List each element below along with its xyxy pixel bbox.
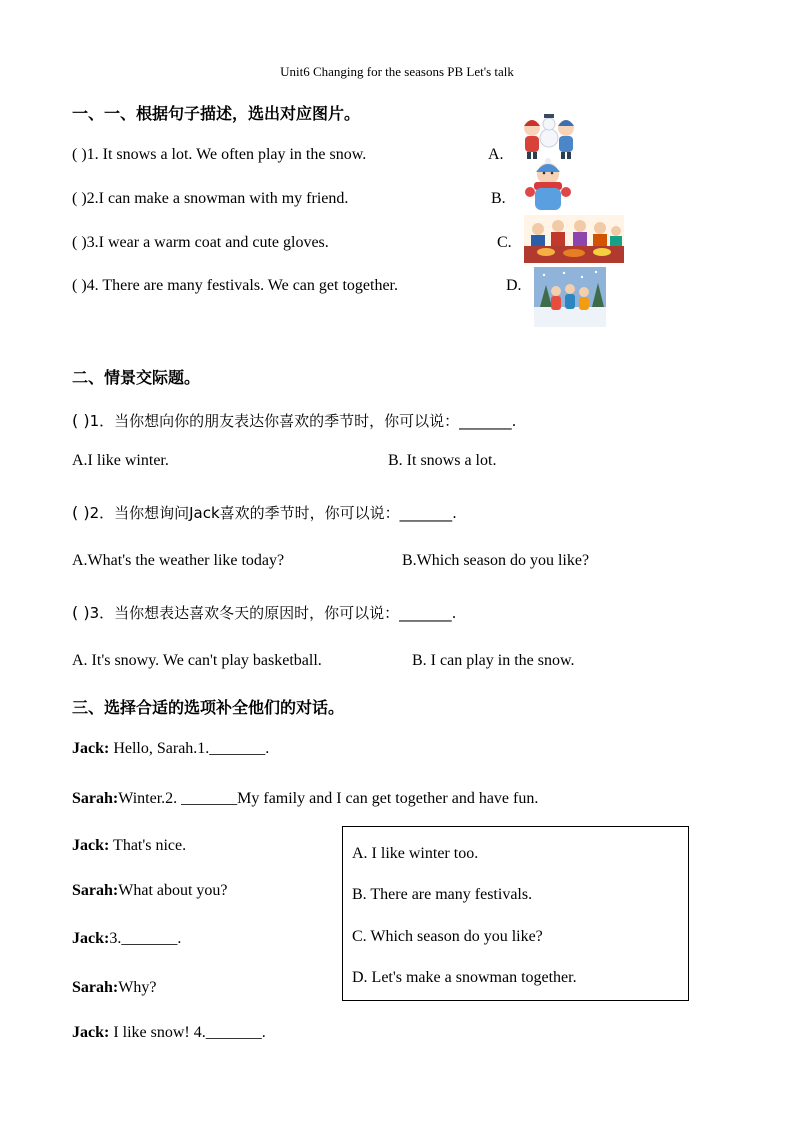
question-text: 2．当你想询问Jack喜欢的季节时，你可以说：_______. bbox=[89, 504, 457, 522]
speaker-name: Jack: bbox=[72, 930, 110, 947]
picture-d-kids-in-snow bbox=[534, 267, 606, 327]
speaker-name: Sarah: bbox=[72, 979, 119, 996]
part2-q2-option-b: B.Which season do you like? bbox=[402, 552, 590, 569]
dialogue-text: I like snow! 4._______. bbox=[109, 1024, 266, 1041]
picture-c-family-dinner bbox=[524, 215, 624, 263]
option-b: B. There are many festivals. bbox=[352, 886, 533, 903]
dialogue-line-4 bbox=[72, 882, 228, 900]
part2-q1-option-b: B. It snows a lot. bbox=[388, 452, 497, 469]
part1-heading: 一、一、根据句子描述，选出对应图片。 bbox=[72, 104, 361, 123]
part2-question-1 bbox=[72, 410, 516, 431]
part2-q2-option-a: A.What's the weather like today? bbox=[72, 552, 285, 569]
answer-bracket[interactable]: ( ) bbox=[72, 411, 90, 430]
answer-bracket[interactable]: ( ) bbox=[72, 190, 87, 207]
dialogue-line-7 bbox=[72, 1024, 266, 1042]
answer-bracket[interactable]: ( ) bbox=[72, 146, 87, 163]
dialogue-text: What about you? bbox=[118, 882, 228, 899]
speaker-name: Sarah: bbox=[72, 790, 119, 807]
part1-item-3 bbox=[72, 234, 329, 252]
dialogue-line-1 bbox=[72, 740, 269, 758]
dialogue-text: Winter.2. _______My family and I can get together and have fun. bbox=[118, 790, 539, 807]
item-text: 3.I wear a warm coat and cute gloves. bbox=[86, 234, 329, 251]
part3-heading: 三、选择合适的选项补全他们的对话。 bbox=[72, 698, 345, 717]
item-text: 4. There are many festivals. We can get together. bbox=[86, 277, 398, 294]
question-text: 1．当你想向你的朋友表达你喜欢的季节时，你可以说：_______. bbox=[89, 412, 517, 430]
speaker-name: Jack: bbox=[72, 740, 110, 757]
part2-question-2 bbox=[72, 502, 457, 523]
dialogue-line-5 bbox=[72, 930, 181, 948]
option-letter-b: B. bbox=[491, 190, 506, 207]
question-text: 3．当你想表达喜欢冬天的原因时，你可以说：_______. bbox=[89, 604, 457, 622]
dialogue-text: Hello, Sarah.1._______. bbox=[109, 740, 270, 757]
dialogue-text: Why? bbox=[118, 979, 157, 996]
part2-question-3 bbox=[72, 602, 456, 623]
answer-bracket[interactable]: ( ) bbox=[72, 503, 90, 522]
part2-q3-option-b: B. I can play in the snow. bbox=[412, 652, 575, 669]
answer-bracket[interactable]: ( ) bbox=[72, 603, 90, 622]
dialogue-text: That's nice. bbox=[109, 837, 187, 854]
dialogue-text: 3._______. bbox=[109, 930, 182, 947]
option-a: A. I like winter too. bbox=[352, 845, 479, 862]
dialogue-line-3 bbox=[72, 837, 186, 855]
speaker-name: Jack: bbox=[72, 1024, 110, 1041]
part1-item-2 bbox=[72, 190, 348, 208]
part1-item-4 bbox=[72, 277, 398, 295]
options-box bbox=[342, 826, 689, 1001]
option-d: D. Let's make a snowman together. bbox=[352, 969, 577, 986]
dialogue-line-6 bbox=[72, 979, 156, 997]
dialogue-line-2 bbox=[72, 790, 538, 808]
part1-item-1 bbox=[72, 146, 366, 164]
answer-bracket[interactable]: ( ) bbox=[72, 234, 87, 251]
option-c: C. Which season do you like? bbox=[352, 928, 543, 945]
option-letter-d: D. bbox=[506, 277, 522, 294]
speaker-name: Jack: bbox=[72, 837, 110, 854]
picture-b-kid-warm-coat bbox=[520, 158, 576, 214]
part2-q3-option-a: A. It's snowy. We can't play basketball. bbox=[72, 652, 322, 669]
speaker-name: Sarah: bbox=[72, 882, 119, 899]
part2-q1-option-a: A.I like winter. bbox=[72, 452, 169, 469]
worksheet-title: Unit6 Changing for the seasons PB Let's talk bbox=[280, 64, 514, 79]
option-letter-a: A. bbox=[488, 146, 504, 163]
picture-a-kids-snowman bbox=[518, 108, 580, 162]
option-letter-c: C. bbox=[497, 234, 512, 251]
item-text: 2.I can make a snowman with my friend. bbox=[86, 190, 349, 207]
item-text: 1. It snows a lot. We often play in the snow. bbox=[86, 146, 367, 163]
answer-bracket[interactable]: ( ) bbox=[72, 277, 87, 294]
part2-heading: 二、情景交际题。 bbox=[72, 368, 201, 387]
